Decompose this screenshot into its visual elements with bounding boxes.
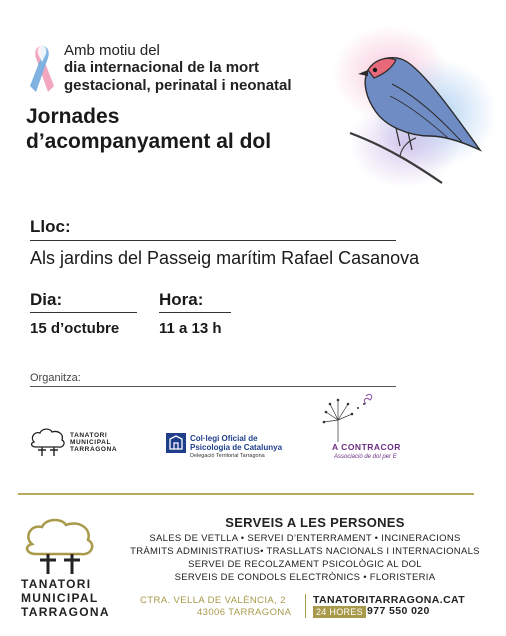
tree-brand-icon <box>22 516 102 576</box>
brand-line-3: TARRAGONA <box>21 605 110 619</box>
intro-line-2: dia internacional de la mort <box>64 59 260 76</box>
tanatori-small-line-1: TANATORI <box>70 432 108 439</box>
contracor-tagline: Associació de dol per E <box>334 454 397 460</box>
service-line: SERVEI DE RECOLZAMENT PSICOLÒGIC AL DOL <box>188 559 422 570</box>
contracor-name: A CONTRACOR <box>332 442 401 452</box>
organizer-label: Organitza: <box>30 372 81 384</box>
contracor-logo <box>320 390 410 472</box>
brand-line-1: TANATORI <box>21 577 92 591</box>
col-legi-line-3: Delegació Territorial Tarragona <box>190 453 265 459</box>
contact-separator <box>305 594 306 618</box>
service-line: SALES DE VETLLA • SERVEI D’ENTERRAMENT • INCINERACIONS <box>149 533 461 544</box>
headline-line-1: Jornades <box>26 105 120 128</box>
headline-line-2: d’acompanyament al dol <box>26 130 272 153</box>
intro-line-1: Amb motiu del <box>64 42 160 59</box>
website-link[interactable]: TANATORITARRAGONA.CAT <box>313 594 466 606</box>
address-line-1: CTRA. VELLA DE VALÈNCIA, 2 <box>140 595 286 606</box>
intro-line-3: gestacional, perinatal i neonatal <box>64 77 292 94</box>
hour-rule <box>159 312 231 313</box>
day-rule <box>30 312 137 313</box>
tanatori-small-logo <box>30 428 125 460</box>
col-legi-logo <box>166 433 296 463</box>
hour-label: Hora: <box>159 290 204 309</box>
service-line: SERVEIS DE CONDOLS ELECTRÒNICS • FLORISTERIA <box>174 572 436 583</box>
tree-logo-icon <box>30 428 68 458</box>
place-label: Lloc: <box>30 217 71 236</box>
hour-value: 11 a 13 h <box>159 320 222 337</box>
services-title: SERVEIS A LES PERSONES <box>225 515 405 530</box>
service-line: TRÀMITS ADMINISTRATIUS• TRASLLATS NACIONALS I INTERNACIONALS <box>130 546 480 557</box>
footer-divider <box>18 493 474 495</box>
hours-badge: 24 HORES <box>313 606 366 618</box>
organizer-rule <box>30 386 396 387</box>
dandelion-icon <box>320 390 380 445</box>
tanatori-small-line-2: MUNICIPAL <box>70 439 112 446</box>
brand-line-2: MUNICIPAL <box>21 591 99 605</box>
bird-illustration <box>330 18 495 203</box>
day-value: 15 d’octubre <box>30 320 120 337</box>
phone-number[interactable]: 977 550 020 <box>367 605 430 617</box>
col-legi-line-1: Col·legi Oficial de <box>190 434 258 443</box>
col-legi-line-2: Psicologia de Catalunya <box>190 443 283 452</box>
awareness-ribbon-icon <box>26 40 58 98</box>
col-legi-emblem-icon <box>166 433 186 453</box>
day-label: Dia: <box>30 290 63 309</box>
tanatori-small-line-3: TARRAGONA <box>70 446 118 453</box>
headline <box>26 104 271 154</box>
address-line-2: 43006 TARRAGONA <box>197 607 292 618</box>
place-value: Als jardins del Passeig marítim Rafael Casanova <box>30 248 420 268</box>
place-rule <box>30 240 396 241</box>
